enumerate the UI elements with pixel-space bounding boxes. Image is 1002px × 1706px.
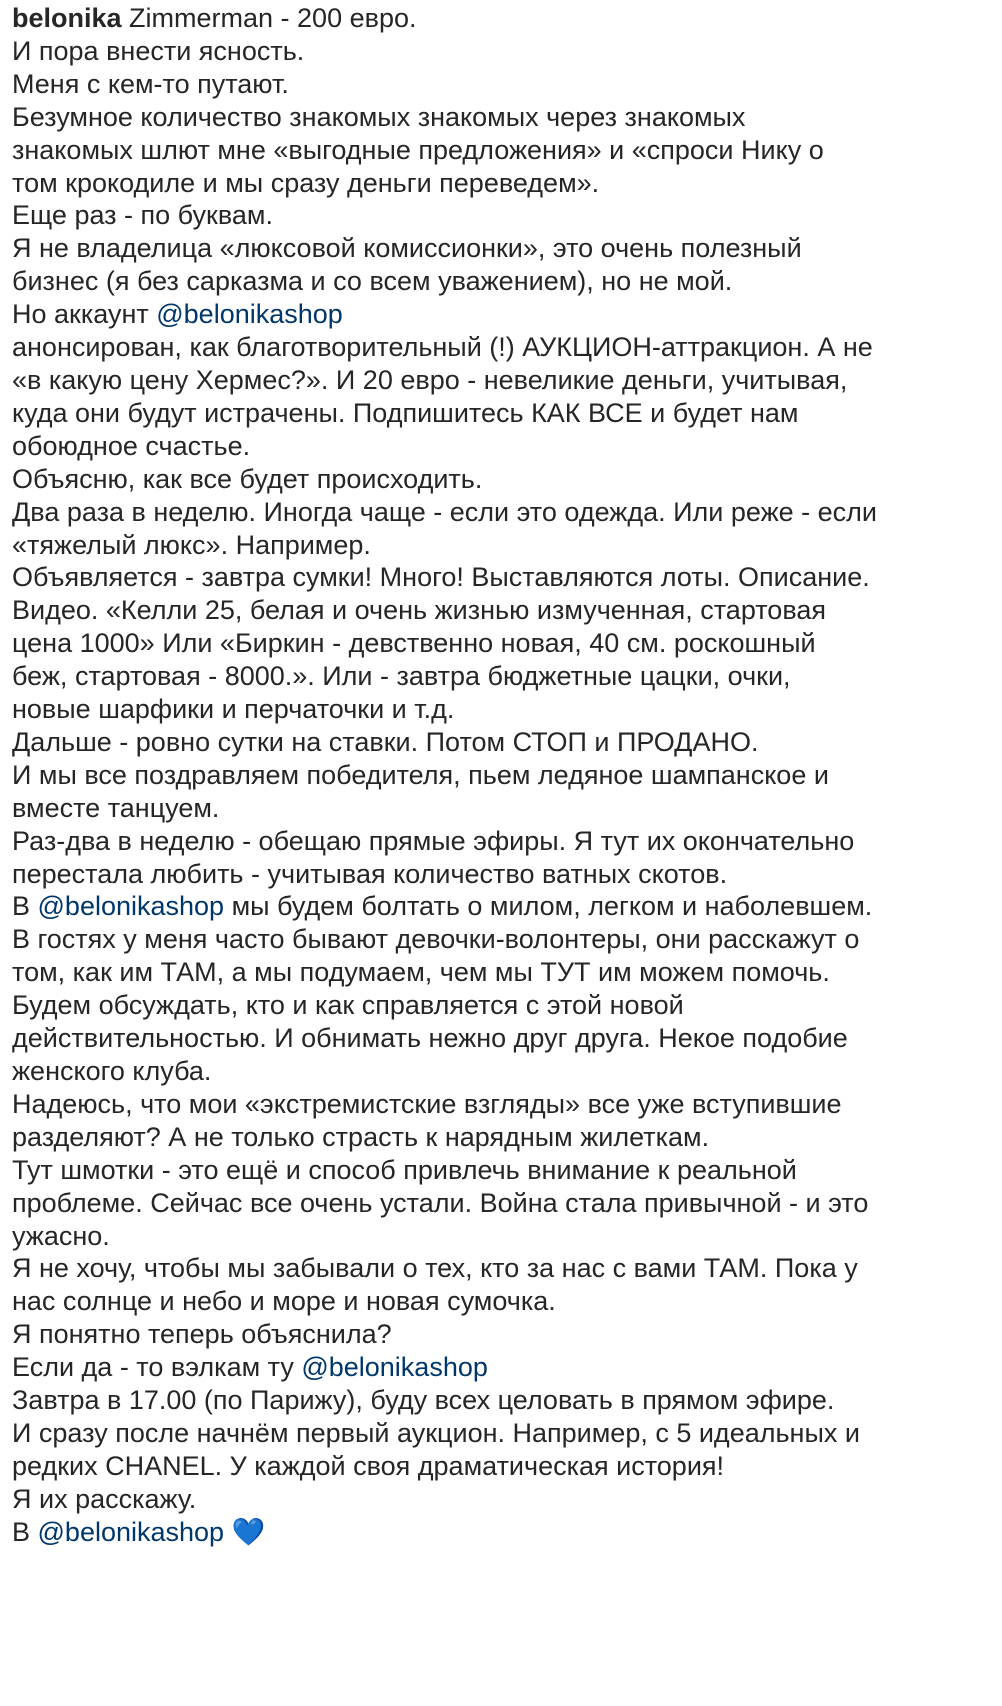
caption-line-8: Я не владелица «люксовой комиссионки», это очень полезный [12, 233, 802, 264]
caption-text: В [12, 1516, 38, 1547]
caption-text: Если да - то вэлкам ту [12, 1352, 302, 1383]
caption-text: мы будем болтать о милом, легком и наболевшем. [224, 891, 873, 922]
caption-line-6: том крокодиле и мы сразу деньги переведем». [12, 167, 600, 198]
caption-line-24: И мы все поздравляем победителя, пьем ледяное шампанское и [12, 759, 829, 790]
caption-line-45: редких CHANEL. У каждой своя драматическая история! [12, 1450, 725, 1481]
caption-line-41: Я понятно теперь объяснила? [12, 1319, 392, 1350]
caption-line-39: Я не хочу, чтобы мы забывали о тех, кто за нас с вами ТАМ. Пока у [12, 1253, 858, 1284]
caption-text: В [12, 891, 38, 922]
caption-line-19: Видео. «Келли 25, белая и очень жизнью измученная, стартовая [12, 595, 826, 626]
mention-link[interactable]: @belonikashop [37, 1516, 225, 1547]
caption-line-14: обоюдное счастье. [12, 430, 251, 461]
caption-line-1 [12, 2, 992, 35]
caption-line-47 [12, 1516, 992, 1550]
caption-line-40: нас солнце и небо и море и новая сумочка. [12, 1286, 556, 1317]
caption-line-46: Я их расскажу. [12, 1483, 197, 1514]
caption-line-25: вместе танцуем. [12, 792, 220, 823]
post-caption [12, 2, 992, 1550]
caption-text: Zimmerman - 200 евро. [121, 3, 417, 33]
caption-line-17: «тяжелый люкс». Например. [12, 529, 371, 560]
caption-text: Но аккаунт [12, 299, 157, 330]
caption-line-21: беж, стартовая - 8000.». Или - завтра бюджетные цацки, очки, [12, 661, 791, 692]
caption-line-42 [12, 1351, 992, 1384]
caption-line-37: проблеме. Сейчас все очень устали. Война стала привычной - и это [12, 1187, 869, 1218]
caption-line-34: Надеюсь, что мои «экстремистские взгляды» все уже вступившие [12, 1088, 842, 1119]
caption-line-13: куда они будут истрачены. Подпишитесь КАК ВСЕ и будет нам [12, 397, 799, 428]
mention-link[interactable]: @belonikashop [301, 1352, 488, 1383]
caption-line-9: бизнес (я без сарказма и со всем уважением), но не мой. [12, 266, 733, 297]
caption-line-12: «в какую цену Хермес?». И 20 евро - невеликие деньги, учитывая, [12, 364, 848, 395]
caption-line-30: том, как им ТАМ, а мы подумаем, чем мы ТУТ им можем помочь. [12, 957, 830, 988]
caption-line-18: Объявляется - завтра сумки! Много! Выставляются лоты. Описание. [12, 562, 870, 593]
caption-line-23: Дальше - ровно сутки на ставки. Потом СТОП и ПРОДАНО. [12, 726, 759, 757]
caption-line-5: знакомых шлют мне «выгодные предложения» и «спроси Нику о [12, 134, 824, 165]
caption-line-10 [12, 298, 992, 331]
mention-link[interactable]: @belonikashop [37, 891, 225, 922]
caption-line-32: действительностью. И обнимать нежно друг друга. Некое подобие [12, 1023, 848, 1054]
caption-line-44: И сразу после начнём первый аукцион. Например, с 5 идеальных и [12, 1417, 860, 1448]
caption-line-28 [12, 890, 992, 923]
caption-line-27: перестала любить - учитывая количество ватных скотов. [12, 858, 728, 889]
caption-line-15: Объясню, как все будет происходить. [12, 463, 483, 494]
caption-line-43: Завтра в 17.00 (по Парижу), буду всех целовать в прямом эфире. [12, 1385, 835, 1416]
caption-line-38: ужасно. [12, 1220, 110, 1251]
mention-link[interactable]: @belonikashop [156, 299, 343, 330]
username-link[interactable]: belonika [12, 3, 122, 33]
caption-line-36: Тут шмотки - это ещё и способ привлечь внимание к реальной [12, 1154, 797, 1185]
caption-line-20: цена 1000» Или «Биркин - девственно новая, 40 см. роскошный [12, 628, 816, 659]
blue-heart-icon: 💙 [231, 1516, 266, 1548]
caption-line-31: Будем обсуждать, кто и как справляется с этой новой [12, 990, 684, 1021]
caption-line-29: В гостях у меня часто бывают девочки-волонтеры, они расскажут о [12, 924, 860, 955]
caption-line-26: Раз-два в неделю - обещаю прямые эфиры. Я тут их окончательно [12, 825, 855, 856]
caption-line-16: Два раза в неделю. Иногда чаще - если это одежда. Или реже - если [12, 496, 878, 527]
caption-line-11: анонсирован, как благотворительный (!) АУКЦИОН-аттракцион. А не [12, 332, 873, 363]
caption-line-7: Еще раз - по буквам. [12, 200, 273, 231]
caption-line-2: И пора внести ясность. [12, 35, 305, 66]
caption-line-22: новые шарфики и перчаточки и т.д. [12, 694, 455, 725]
caption-line-33: женского клуба. [12, 1056, 212, 1086]
caption-line-3: Меня с кем-то путают. [12, 68, 289, 99]
caption-line-35: разделяют? А не только страсть к нарядным жилеткам. [12, 1121, 710, 1152]
caption-line-4: Безумное количество знакомых знакомых через знакомых [12, 101, 746, 132]
